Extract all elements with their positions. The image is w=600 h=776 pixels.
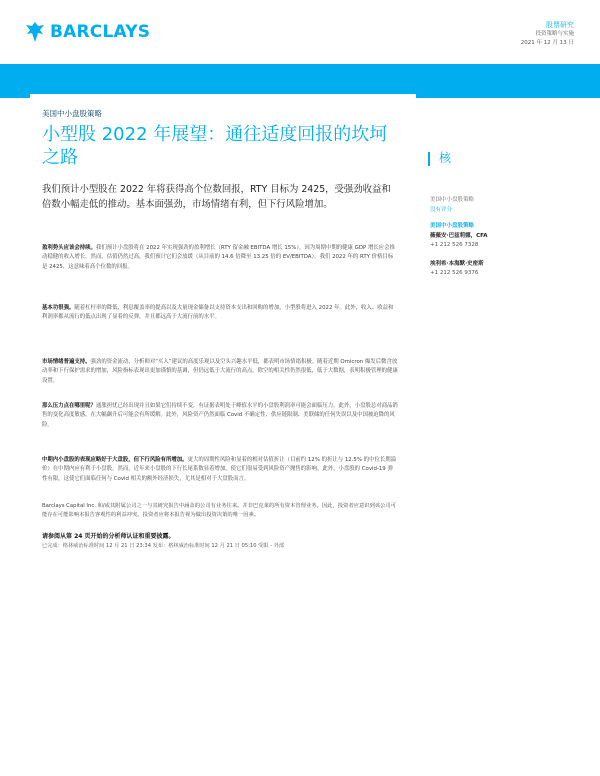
doc-subtype: 投资策略与实施 <box>535 31 574 37</box>
analyst-name[interactable]: 埃利希·本海默·史密斯 <box>430 260 484 267</box>
publication-footnote: 已完成：格林威治标准时间 12 月 21 日 23:34 发布：格林威治标准时间 12 月 21 日 05:10 受限 - 外部 <box>42 543 285 549</box>
page-subtitle: 我们预计小型股在 2022 年将获得高个位数回报，RTY 目标为 2425，受强劲收益和倍数小幅走低的推动。基本面强劲，市场情绪有利，但下行风险增加。 <box>42 184 391 210</box>
barclays-logo <box>26 22 150 42</box>
report-meta <box>521 20 574 48</box>
section-marker <box>428 152 430 166</box>
series-name: 美国中小盘股策略 <box>42 109 102 118</box>
analyst-phone: +1 212 526 7328 <box>430 242 479 248</box>
analyst-name[interactable]: 薇薇安·巴兹莉娜，CFA <box>430 232 488 239</box>
sector-info <box>430 195 474 215</box>
paragraph-earnings: 盈利势头应该会持续。我们预计小盘股将在 2022 年实现强劲的盈利增长（RTY 留金融 EBITDA 增长 15%）。因为周期中期的健康 GDP 增长应会推动稳健的收入增长。然而，估值仍然过高，我们预计它们会放缓（从目前的 14.6 倍降至 13.25 倍的 EV/EBITDA）。我们 2022 年的 RTY 价格目标是 2425，这意味着高个位数的回报。 <box>42 245 395 270</box>
paragraph-sentiment: 市场情绪普遍支持。强劲的资金流动、分析师对“买入”建议的高度乐观以及空头兴趣水平低，都表明市场情绪积极。随着近期 Omicron 爆发后微含放动率和下行保护需求的增加，风险指标表现出更加谨慎的基调，但仍远低于大流行的高点。除空的相关性仍然很低，低于大数据，表明积极管理的健康设置。 <box>42 359 398 384</box>
sector-name: 美国中小盘股策略 <box>430 197 475 203</box>
paragraph-outlook: 中期内小盘股的表现应略好于大盘股，但下行风险有所增加。更大的周期性风险和显着的相对估值折让（目前约 12% 的折让与 12.5% 的中位长期溢价）在中期内应有利于小盘股。然而，近年来小盘股的下行长尾系数显着增加，使它们很易受到风险资产抛售的影响。此外，小盘股的 Covid-19 弹性有限，这使它们面临任何与 Covid 相关的额外经济损失，尤其是相对于大盘股而言。 <box>42 457 397 482</box>
disclaimer: Barclays Capital Inc. 和/或其附属公司之一与其研究报告中涵盖的公司有业务往来。并非巴克莱的所有资本管理业务。因此，投资者应意识到该公司可能存在可能影响本报告客观性的利益冲突。投资者应将本报告视为做出投资决策的唯一因素。 <box>42 503 397 519</box>
page-title: 小型股 2022 年展望：通往适度回报的坎坷之路 <box>42 124 388 168</box>
paragraph-pressure: 那么压力点在哪里呢？通胀担忧已经出现并且如果它们持续不变，有证据表明处于峰值水平的小盘股利润率可能会面临压力。此外，小盘股总对商品销售的变化高度敏感，在大幅飙升后可能会有所缓解。此外，风险资产仍然面临 Covid 不确定性、供应链限制、美联储的任何失误以及中国被迫降的风险。 <box>42 403 398 428</box>
brand-name: BARCLAYS <box>50 22 151 42</box>
analyst-phone: +1 212 526 9376 <box>430 270 479 276</box>
section-label: 核 <box>439 151 452 165</box>
report-date: 2021 年 12 月 13 日 <box>520 40 574 46</box>
sector-rating: 没有评分 <box>430 207 453 213</box>
header-band <box>0 64 600 98</box>
disclosure-link[interactable]: 请参阅从第 24 页开始的分析师认证和重要披露。 <box>42 533 175 540</box>
eagle-icon <box>26 22 44 42</box>
doc-type: 股票研究 <box>546 21 574 29</box>
paragraph-fundamentals: 基本功很强。随着杠杆率的降低、利息覆盖率的提高以及大量现金储备以支持资本支出和回购的增加，小型股将进入 2022 年。此外，收入、收益和利润率都从流行的低点出现了显着的反弹，并且都远高于大流行前的水平。 <box>42 305 394 321</box>
team-name: 美国中小盘股策略 <box>430 223 475 229</box>
analyst-team <box>430 222 580 279</box>
